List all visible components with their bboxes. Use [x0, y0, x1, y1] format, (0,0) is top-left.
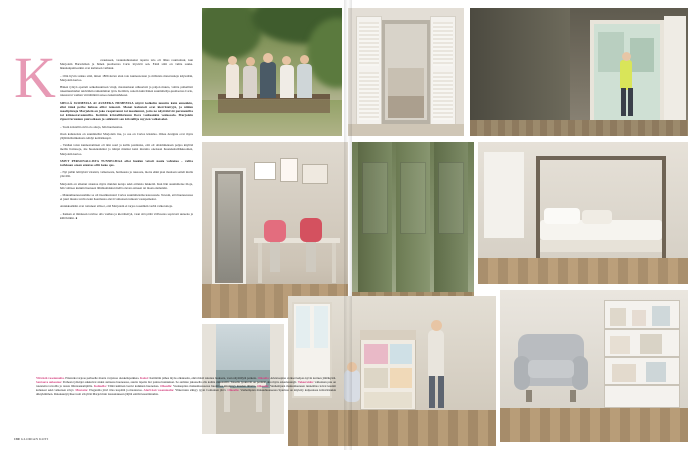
- dollhouse-room-photo: [288, 296, 496, 446]
- body-paragraph: ovaukseen, vaakunalkaiseksi rapattu talo oli lähes raunioituut, kun Marjolein Bartelsman ja hänen puolisonsa Carlo löysivät sen. Enää siitä on vuhta sokka. Ikkunanpuitteetkin ovat kultaisen vaihieut.: [60, 58, 193, 71]
- body-paragraph: SMYT PERSONALLISTA TUNNELMAA ollot luokkn veissit naala vahtolaa – valita tarkkaan otaen otuutas ollit koko qas.: [60, 158, 193, 168]
- article-body: [60, 58, 193, 220]
- caption-text: Keittiötin pähee myös olkakaatta, eikä mistä takanna laukaata, vaan näyttäilytä parketa.: [149, 376, 257, 380]
- grey-armchair-photo: [500, 290, 688, 442]
- body-paragraph: Osan kalusteista on suunnitellut Marjolein itse, ja osa on Carlos käsialaa. Omaa designia ovat myös yhjäläisiltainkalusta tehdyt keittiökaapit.: [60, 131, 193, 141]
- caption-text: Tämä kuhinan laavut kaikkien huoneissa.: [107, 384, 160, 389]
- body-paragraph: – Nyt pidän lelittyistä väreistä, valkoisesta, harmaasta ja ruusasta, motta ehkä pian maalaan seinät mulla yäsvillä.: [60, 170, 193, 179]
- caption-text: Vaaleespitea makuuhuoneessa huomioas kiinnittyy kuuden ilmalta.: [173, 384, 257, 389]
- panelled-wall-photo: [352, 142, 474, 318]
- folio-number: 180: [14, 437, 20, 441]
- girl-in-doorway-photo: [470, 8, 688, 136]
- body-paragraph: Hänen työtyö opetteli selkeäsuuntaan viruji, maalaamaan uihuoristä ja paljon muuta, valitta palkallisti rakennusmiehet tekivätkin rankaimman työn. Keittiön, sanoin kuin hänen suunnittelija-puolisonsa Carlo, rakastavat vanhan virittäimiäti asiooo kaksintahdeeet.: [60, 85, 193, 98]
- body-paragraph: SIELLÄ SUOMESSA AI AUSEEKA HUMEESSA näytti kalkeltu muuttu kuin ennenkin, ellei tämä perhe hulnaa ollisi remontt. Monet kalustoit ovat kierrätettyjä, ja niiden maalipintoja Marjolein on joko raapettanut tai maalannut, jotta ne näyttäisivät parenemilta tai kiinnostavammilta. Keittiön kristallikruunu Ilove voidaankin venkosalo. Marjolein ripusti kruunun puuvoikaan ja sulkkutti sen kristallija myyten valkoiseksi.: [60, 100, 193, 122]
- caption-text: Rakokuutytyhtee tuoli sävyttää Marjolcinin lasusutakseen jäljliä esittää kaustiinnuhta.: [53, 392, 159, 397]
- body-paragraph: Aniakkaalkiin ovat tottuneet silloot, että Marjolein ei tarjoa tosenäkin verhä valkotoiteja.: [60, 204, 173, 209]
- family-on-bench-photo: [202, 8, 342, 136]
- caption-text: Arkistoapina ovikset kelpaa kyvin kartues jämäkyntä.: [270, 376, 337, 380]
- caption-key: Oikealla:: [227, 388, 240, 393]
- caption-text: Ylikerrusta säikyy tyyni Comoinen järvi.: [175, 388, 227, 393]
- caption-text: Perheen työkirjet aukkaivat alaksi auinsaas huoneessa, auutta lapeita ilot painaa hunnukset. Se aamiste jakaasella ella kahtia rikkoistilli. Toisella työkirvitt on perinäti ahu myös askarteuungit.: [62, 380, 297, 385]
- caption-key: Seuraava aukeama:: [36, 380, 62, 385]
- caption-block: [36, 376, 336, 396]
- drop-cap: K: [14, 45, 56, 110]
- white-shutter-doors-photo: [348, 8, 464, 136]
- caption-text: Vanhempien makuuhuoneen tunnelmaa loivat kauniit kalusteet sekä valkoisen sävyt.: [36, 384, 336, 393]
- caption-key: Oikealla:: [257, 384, 270, 389]
- caption-key: Kolmella:: [93, 384, 107, 389]
- caption-key: Kaksi:: [140, 376, 149, 380]
- body-paragraph: – Vanhan talon kunnostamisen olt niin saari ja kallis ponnistus, että olt olisimmekaan paljoa käyttää meilla lisätasoja, me huonekaluiksi ja niinpä mieiksi kaisi muruita oneisaan huonekaluiltikkoomen, Marjolein kertoo.: [60, 143, 193, 156]
- folio: [14, 437, 49, 441]
- caption-key: Alarivissä vasemmalta:: [143, 388, 175, 393]
- caption-key: Oikealla:: [160, 384, 173, 389]
- body-paragraph: – Kaiken ei mitskaan tarvitse olla vanhaa ja kierrätettyä, vaan sitä pitää välivaataa sopivasti uuteena ja kiiltäviikin. ●: [60, 211, 193, 220]
- canopy-bed-photo: [478, 142, 688, 284]
- caption-key: Takeersään:: [297, 380, 314, 385]
- body-paragraph: – Makuuhuoneessamme se oli itsealkustuteri Carlos suunnittelema katosasade. Totesin, että huoneessasa ei juuri muuta tarvita kain haarmaata elevit valkoisen tunteen vastapainoksi.: [60, 193, 193, 202]
- caption-intro-label: Ylävästä vasemmalta.: [36, 376, 65, 380]
- body-paragraph: – Olin hyvin tarkka siitä, miten 1800-luvun alun talo kunnostetaan ja millaisia materiaaleja käytetään, Marjolein kertoo.: [60, 73, 193, 82]
- body-paragraph: Marjolein on alkanut sisustaa myös muiden kotaja sekä erilaisia lukkettä. Kun hän suunnittelee tiloja, hän valitsee kunkin huoneen lähtökohdaksi mellä olevan esineen tai maan elementin.: [60, 181, 193, 190]
- caption-key: Mustatta:: [75, 388, 89, 393]
- caption-key: Oikealla:: [257, 376, 270, 380]
- caption-text: valkoinen puu on toteutettu tarvoilla ja tausta lilintaaskamplilla.: [36, 380, 337, 389]
- folio-label: GLORIAN KOTI: [21, 437, 49, 441]
- caption-text: Vanhempien makuuhuoneessa Spurissa on käytetty kalpeansaa kriisväriaukia ulkrykimmen.: [36, 388, 337, 397]
- caption-text: Pinstarka tarjoaa perheelle monta varjoisaa oleskelupaikkaa.: [65, 376, 140, 380]
- body-paragraph: – Tosin kristallit eivät olo aitoja, hän huomaattua.: [60, 124, 123, 129]
- caption-text: Eleganttia järvi tilaa leopitää ja maalestoa.: [89, 388, 143, 393]
- mirror-and-desk-photo: [202, 142, 348, 318]
